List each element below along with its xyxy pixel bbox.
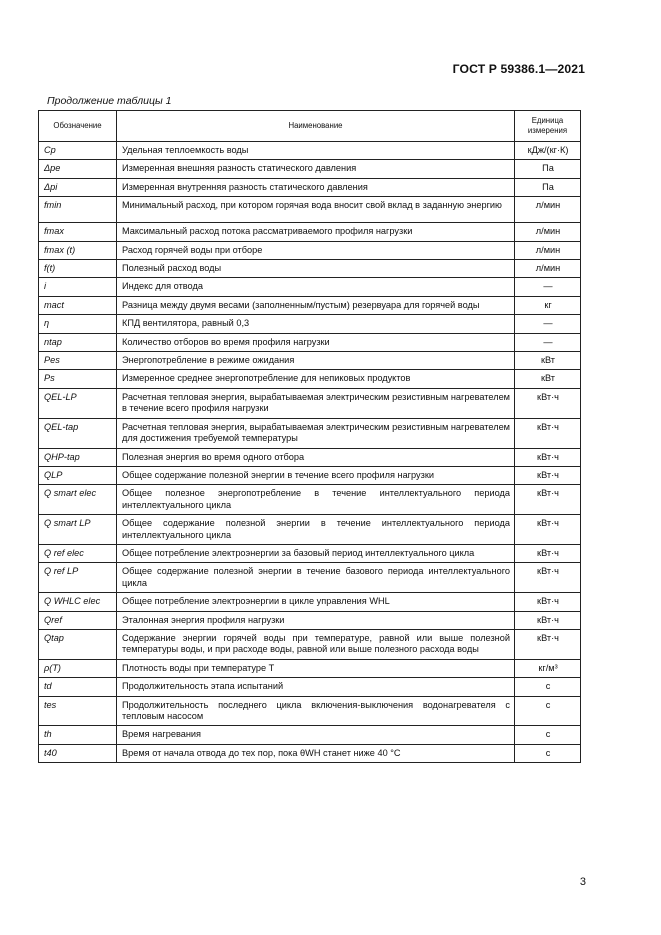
cell-symbol: fmax (t) <box>39 241 117 259</box>
cell-unit: кВт·ч <box>515 466 581 484</box>
cell-unit: л/мин <box>515 260 581 278</box>
cell-unit: кВт·ч <box>515 485 581 515</box>
cell-name: Общее содержание полезной энергии в течение базового периода интеллектуального цикла <box>117 563 515 593</box>
cell-name: Минимальный расход, при котором горячая вода вносит свой вклад в заданную энергию <box>117 197 515 223</box>
table-row <box>39 448 581 466</box>
cell-unit: кВт·ч <box>515 515 581 545</box>
cell-unit: с <box>515 696 581 726</box>
cell-unit: — <box>515 278 581 296</box>
cell-symbol: QEL-LP <box>39 388 117 418</box>
cell-symbol: Q ref elec <box>39 544 117 562</box>
cell-unit: Па <box>515 160 581 178</box>
cell-symbol: Cp <box>39 142 117 160</box>
cell-symbol: f(t) <box>39 260 117 278</box>
cell-symbol: ρ(T) <box>39 659 117 677</box>
table-row <box>39 696 581 726</box>
cell-symbol: Ps <box>39 370 117 388</box>
cell-symbol: i <box>39 278 117 296</box>
cell-unit: кВт·ч <box>515 388 581 418</box>
cell-symbol: ntap <box>39 333 117 351</box>
table-row <box>39 223 581 241</box>
cell-name: Плотность воды при температуре T <box>117 659 515 677</box>
cell-name: Общее содержание полезной энергии в течение всего профиля нагрузки <box>117 466 515 484</box>
table-row <box>39 726 581 744</box>
cell-unit: л/мин <box>515 241 581 259</box>
table-header-row <box>39 111 581 142</box>
table-row <box>39 160 581 178</box>
cell-symbol: Δpe <box>39 160 117 178</box>
cell-name: Индекс для отвода <box>117 278 515 296</box>
table-row <box>39 629 581 659</box>
table-row <box>39 278 581 296</box>
symbols-table <box>38 110 581 763</box>
cell-unit: кВт·ч <box>515 563 581 593</box>
cell-name: Полезная энергия во время одного отбора <box>117 448 515 466</box>
cell-unit: с <box>515 678 581 696</box>
cell-name: КПД вентилятора, равный 0,3 <box>117 315 515 333</box>
cell-name: Общее полезное энергопотребление в течение интеллектуального периода интеллектуального цикла <box>117 485 515 515</box>
table-caption: Продолжение таблицы 1 <box>47 95 172 107</box>
cell-unit: кВт <box>515 370 581 388</box>
cell-name: Расход горячей воды при отборе <box>117 241 515 259</box>
cell-name: Удельная теплоемкость воды <box>117 142 515 160</box>
cell-unit: кВт·ч <box>515 418 581 448</box>
cell-name: Время нагревания <box>117 726 515 744</box>
table-row <box>39 178 581 196</box>
cell-symbol: th <box>39 726 117 744</box>
cell-symbol: Q WHLC elec <box>39 593 117 611</box>
cell-symbol: QEL-tap <box>39 418 117 448</box>
cell-symbol: Qref <box>39 611 117 629</box>
table-row <box>39 678 581 696</box>
cell-name: Продолжительность этапа испытаний <box>117 678 515 696</box>
cell-symbol: QHP-tap <box>39 448 117 466</box>
table-row <box>39 466 581 484</box>
cell-symbol: td <box>39 678 117 696</box>
cell-name: Энергопотребление в режиме ожидания <box>117 352 515 370</box>
cell-name: Измеренная внутренняя разность статического давления <box>117 178 515 196</box>
cell-unit: — <box>515 315 581 333</box>
cell-unit: кВт·ч <box>515 448 581 466</box>
table-row <box>39 611 581 629</box>
cell-name: Время от начала отвода до тех пор, пока θWH станет ниже 40 °C <box>117 744 515 762</box>
cell-symbol: Q ref LP <box>39 563 117 593</box>
cell-unit: кВт·ч <box>515 593 581 611</box>
table-row <box>39 241 581 259</box>
cell-symbol: Pes <box>39 352 117 370</box>
cell-unit: кВт·ч <box>515 629 581 659</box>
cell-unit: кг <box>515 296 581 314</box>
table-row <box>39 296 581 314</box>
table-row <box>39 544 581 562</box>
table-row <box>39 659 581 677</box>
cell-name: Максимальный расход потока рассматриваемого профиля нагрузки <box>117 223 515 241</box>
cell-symbol: QLP <box>39 466 117 484</box>
cell-name: Эталонная энергия профиля нагрузки <box>117 611 515 629</box>
cell-name: Количество отборов во время профиля нагрузки <box>117 333 515 351</box>
cell-unit: кВт·ч <box>515 544 581 562</box>
cell-unit: кг/м³ <box>515 659 581 677</box>
cell-symbol: fmax <box>39 223 117 241</box>
table-row <box>39 593 581 611</box>
table-body <box>39 142 581 763</box>
cell-unit: Па <box>515 178 581 196</box>
cell-name: Общее потребление электроэнергии за базовый период интеллектуального цикла <box>117 544 515 562</box>
cell-symbol: η <box>39 315 117 333</box>
table-row <box>39 197 581 223</box>
standard-header: ГОСТ Р 59386.1—2021 <box>452 62 585 76</box>
cell-unit: кВт <box>515 352 581 370</box>
cell-unit: с <box>515 726 581 744</box>
cell-symbol: tes <box>39 696 117 726</box>
cell-name: Измеренная внешняя разность статического давления <box>117 160 515 178</box>
cell-symbol: mact <box>39 296 117 314</box>
table-row <box>39 515 581 545</box>
cell-name: Расчетная тепловая энергия, вырабатываемая электрическим резистивным нагревателем для достижения требуемой температуры <box>117 418 515 448</box>
cell-name: Разница между двумя весами (заполненным/пустым) резервуара для горячей воды <box>117 296 515 314</box>
column-header-symbol: Обозначение <box>39 111 117 142</box>
cell-unit: кДж/(кг·К) <box>515 142 581 160</box>
cell-symbol: Δpi <box>39 178 117 196</box>
table-row <box>39 388 581 418</box>
cell-name: Измеренное среднее энергопотребление для непиковых продуктов <box>117 370 515 388</box>
cell-name: Расчетная тепловая энергия, вырабатываемая электрическим резистивным нагревателем в течение всего профиля нагрузки <box>117 388 515 418</box>
cell-symbol: Qtap <box>39 629 117 659</box>
cell-symbol: t40 <box>39 744 117 762</box>
table-row <box>39 370 581 388</box>
cell-symbol: fmin <box>39 197 117 223</box>
cell-name: Общее содержание полезной энергии в течение интеллектуального периода интеллектуального цикла <box>117 515 515 545</box>
cell-name: Содержание энергии горячей воды при температуре, равной или выше полезной температуры воды, и при расходе воды, равной или выше полезного расхода воды <box>117 629 515 659</box>
cell-name: Общее потребление электроэнергии в цикле управления WHL <box>117 593 515 611</box>
cell-unit: л/мин <box>515 197 581 223</box>
page-number: 3 <box>579 876 586 888</box>
cell-unit: — <box>515 333 581 351</box>
cell-name: Продолжительность последнего цикла включения-выключения водонагревателя с тепловым насосом <box>117 696 515 726</box>
cell-name: Полезный расход воды <box>117 260 515 278</box>
column-header-unit: Единица измерения <box>515 111 581 142</box>
cell-unit: кВт·ч <box>515 611 581 629</box>
table-row <box>39 418 581 448</box>
table-row <box>39 142 581 160</box>
table-row <box>39 315 581 333</box>
table-row <box>39 333 581 351</box>
table-row <box>39 352 581 370</box>
table-row <box>39 485 581 515</box>
table-row <box>39 260 581 278</box>
table-row <box>39 563 581 593</box>
cell-unit: л/мин <box>515 223 581 241</box>
cell-unit: с <box>515 744 581 762</box>
cell-symbol: Q smart elec <box>39 485 117 515</box>
table-row <box>39 744 581 762</box>
column-header-name: Наименование <box>117 111 515 142</box>
cell-symbol: Q smart LP <box>39 515 117 545</box>
